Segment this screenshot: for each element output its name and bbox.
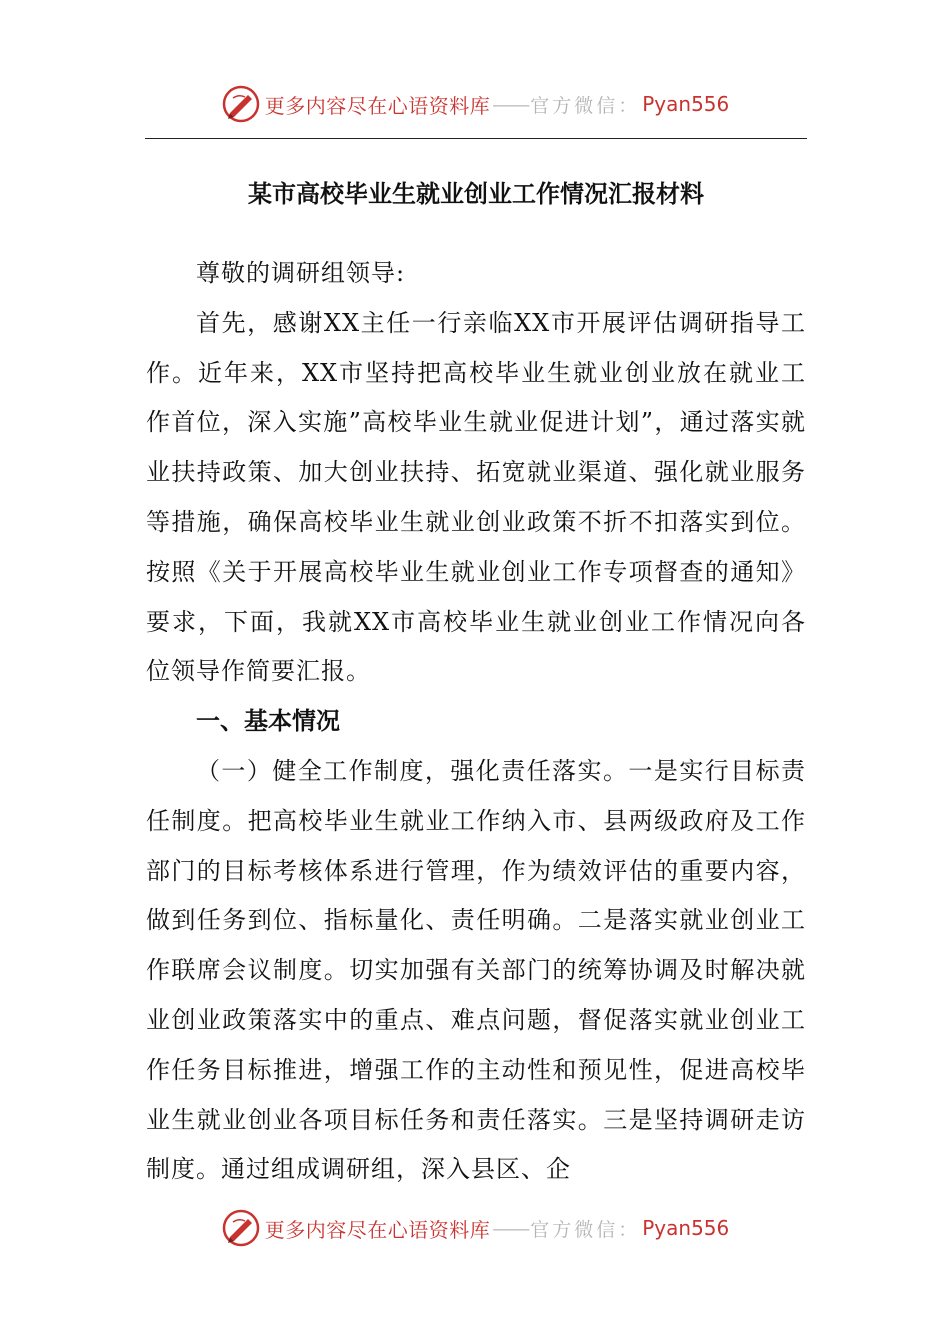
document-title: 某市高校毕业生就业创业工作情况汇报材料 [248,180,704,208]
watermark-brand: 更多内容尽在心语资料库 [264,93,491,118]
document-body [146,249,806,1195]
watermark-dash: —— [492,92,529,116]
watermark-dash: —— [492,1216,529,1240]
salutation: 尊敬的调研组领导: [196,259,406,287]
paragraph-work-system: （一）健全工作制度，强化责任落实。一是实行目标责任制度。把高校毕业生就业工作纳入市、县两级政府及工作部门的目标考核体系进行管理，作为绩效评估的重要内容，做到任务到位、指标量化、责任明确。二是落实就业创业工作联席会议制度。切实加强有关部门的统筹协调及时解决就业创业政策落实中的重点、难点问题，督促落实就业创业工作任务目标推进，增强工作的主动性和预见性，促进高校毕业生就业创业各项目标任务和责任落实。三是坚持调研走访制度。通过组成调研组，深入县区、企 [146,756,806,1184]
watermark-header [0,82,950,126]
paragraph-intro: 首先，感谢XX主任一行亲临XX市开展评估调研指导工作。近年来，XX市坚持把高校毕业生就业创业放在就业工作首位，深入实施”高校毕业生就业促进计划”，通过落实就业扶持政策、加大创业扶持、拓宽就业渠道、强化就业服务等措施，确保高校毕业生就业创业政策不折不扣落实到位。按照《关于开展高校毕业生就业创业工作专项督查的通知》要求，下面，我就XX市高校毕业生就业创业工作情况向各位领导作简要汇报。 [146,308,806,686]
pen-circle-logo-icon [221,84,261,124]
watermark-wechat-label: 官方微信： [530,94,641,117]
watermark-wechat-label: 官方微信： [530,1218,641,1241]
pen-circle-logo-icon [221,1208,261,1248]
watermark-wechat-id: Pyan556 [642,1216,730,1240]
header-divider [145,138,807,139]
section-heading-basic-situation: 一、基本情况 [196,707,340,736]
watermark-wechat-id: Pyan556 [642,92,730,116]
watermark-brand: 更多内容尽在心语资料库 [264,1217,491,1242]
watermark-footer [0,1206,950,1250]
